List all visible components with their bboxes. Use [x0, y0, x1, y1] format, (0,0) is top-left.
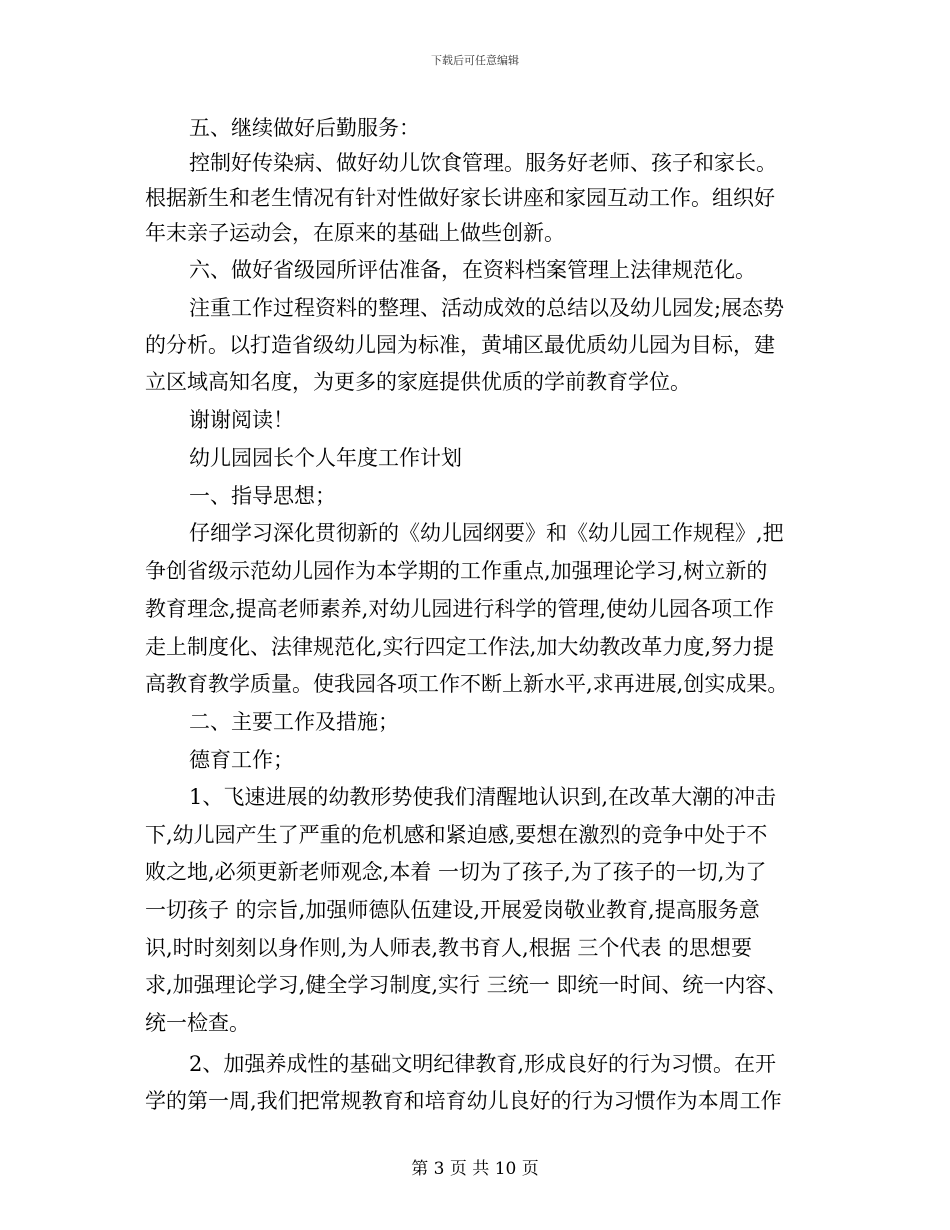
page-header: 下载后可任意编辑	[431, 54, 519, 67]
text-line: 二、主要工作及措施；	[189, 710, 399, 734]
text-line: 幼儿园园长个人年度工作计划	[189, 446, 462, 470]
text-line: 一切孩子 的宗旨,加强师德队伍建设,开展爱岗敬业教育,提高服务意	[145, 898, 760, 922]
text-line: 注重工作过程资料的整理、活动成效的总结以及幼儿园发;展态势	[189, 296, 785, 320]
text-line: 根据新生和老生情况有针对性做好家长讲座和家园互动工作。组织好	[145, 186, 775, 210]
text-line: 识,时时刻刻以身作则,为人师表,教书育人,根据 三个代表 的思想要	[145, 936, 753, 960]
text-line: 1、飞速进展的幼教形势使我们清醒地认识到,在改革大潮的冲击	[189, 785, 777, 809]
text-line: 立区域高知名度，为更多的家庭提供优质的学前教育学位。	[145, 370, 691, 394]
text-line: 五、继续做好后勤服务：	[189, 116, 420, 140]
text-line: 的分析。以打造省级幼儿园为标准，黄埔区最优质幼儿园为目标，建	[145, 333, 775, 357]
text-line: 求,加强理论学习,健全学习制度,实行 三统一 即统一时间、统一内容、	[145, 973, 788, 997]
text-line: 一、指导思想；	[189, 484, 336, 508]
text-line: 教育理念,提高老师素养,对幼儿园进行科学的管理,使幼儿园各项工作	[145, 597, 775, 621]
text-line: 败之地,必须更新老师观念,本着 一切为了孩子,为了孩子的一切,为了	[145, 860, 767, 884]
text-line: 统一检查。	[145, 1011, 250, 1035]
text-line: 学的第一周,我们把常规教育和培育幼儿良好的行为习惯作为本周工作	[145, 1089, 782, 1113]
text-line: 仔细学习深化贯彻新的《幼儿园纲要》和《幼儿园工作规程》,把	[189, 521, 784, 545]
text-line: 德育工作；	[189, 748, 294, 772]
text-line: 2、加强养成性的基础文明纪律教育,形成良好的行为习惯。在开	[189, 1052, 777, 1076]
text-line: 控制好传染病、做好幼儿饮食管理。服务好老师、孩子和家长。	[189, 151, 777, 175]
text-line: 六、做好省级园所评估准备，在资料档案管理上法律规范化。	[189, 258, 756, 282]
text-line: 走上制度化、法律规范化,实行四定工作法,加大幼教改革力度,努力提	[145, 635, 775, 659]
text-line: 下,幼儿园产生了严重的危机感和紧迫感,要想在激烈的竞争中处于不	[145, 823, 768, 847]
page-footer: 第 3 页 共 10 页	[411, 1159, 539, 1179]
text-line: 争创省级示范幼儿园作为本学期的工作重点,加强理论学习,树立新的	[145, 559, 768, 583]
text-line: 谢谢阅读！	[189, 408, 294, 432]
text-line: 年末亲子运动会，在原来的基础上做些创新。	[145, 221, 565, 245]
text-line: 高教育教学质量。使我园各项工作不断上新水平,求再进展,创实成果。	[145, 672, 789, 696]
